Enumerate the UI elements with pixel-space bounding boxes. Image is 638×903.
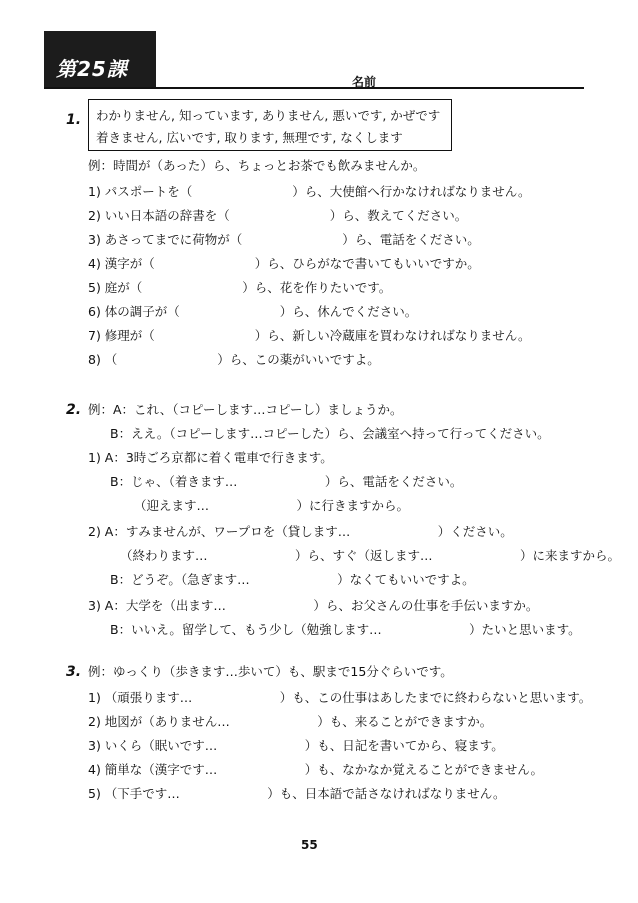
section-3-example: 例：ゆっくり（歩きます…歩いて）も、駅まで15分ぐらいです。: [88, 664, 453, 679]
page-number: 55: [301, 838, 318, 852]
section-1-example: 例：時間が（あった）ら、ちょっとお茶でも飲みませんか。: [88, 158, 426, 173]
section-2-line: 1) A：3時ごろ京都に着く電車で行きます。: [88, 450, 333, 465]
word-box-line-2: 着きません, 広いです, 取ります, 無理です, なくします: [96, 130, 403, 145]
section-3-item: 4) 簡単な（漢字です… ）も、なかなか覚えることができません。: [88, 762, 544, 777]
header-rule: [44, 87, 584, 89]
section-2-example-b: B：ええ。（コピーします…コピーした）ら、会議室へ持って行ってください。: [110, 426, 550, 441]
section-3-item: 2) 地図が（ありません… ）も、来ることができますか。: [88, 714, 493, 729]
section-1-item: 3) あさってまでに荷物が（ ）ら、電話をください。: [88, 232, 480, 247]
section-1-item: 1) パスポートを（ ）ら、大使館へ行かなければなりません。: [88, 184, 531, 199]
section-3-number: 3.: [66, 664, 82, 680]
section-3-item: 5) （下手です… ）も、日本語で話さなければなりません。: [88, 786, 506, 801]
lesson-title-badge: [44, 31, 156, 89]
section-2-line: 2) A：すみませんが、ワープロを（貸します… ）ください。: [88, 524, 513, 539]
section-2-number: 2.: [66, 402, 82, 418]
section-1-item: 7) 修理が（ ）ら、新しい冷蔵庫を買わなければなりません。: [88, 328, 531, 343]
section-2-line: 3) A：大学を（出ます… ）ら、お父さんの仕事を手伝いますか。: [88, 598, 539, 613]
section-2-line: （迎えます… ）に行きますから。: [134, 498, 410, 513]
name-label: 名前: [352, 75, 377, 89]
section-3-item: 1) （頑張ります… ）も、この仕事はあしたまでに終わらないと思います。: [88, 690, 592, 705]
section-3-item: 3) いくら（眠いです… ）も、日記を書いてから、寝ます。: [88, 738, 504, 753]
section-1-item: 2) いい日本語の辞書を（ ）ら、教えてください。: [88, 208, 468, 223]
section-2-line: B：いいえ。留学して、もう少し（勉強します… ）たいと思います。: [110, 622, 581, 637]
section-1-number: 1.: [66, 112, 82, 128]
section-1-item: 4) 漢字が（ ）ら、ひらがなで書いてもいいですか。: [88, 256, 480, 271]
section-2-line: （終わります… ）ら、すぐ（返します… ）に来ますから。: [120, 548, 621, 563]
section-1-item: 6) 体の調子が（ ）ら、休んでください。: [88, 304, 418, 319]
section-2-example-a: 例：A：これ、（コピーします…コピーし）ましょうか。: [88, 402, 403, 417]
section-1-item: 8) （ ）ら、この薬がいいですよ。: [88, 352, 380, 367]
section-1-item: 5) 庭が（ ）ら、花を作りたいです。: [88, 280, 392, 295]
lesson-title: 第25課: [56, 57, 128, 81]
section-2-line: B：じゃ、（着きます… ）ら、電話をください。: [110, 474, 463, 489]
word-box-line-1: わかりません, 知っています, ありません, 悪いです, かぜです: [96, 108, 441, 123]
section-2-line: B：どうぞ。（急ぎます… ）なくてもいいですよ。: [110, 572, 475, 587]
